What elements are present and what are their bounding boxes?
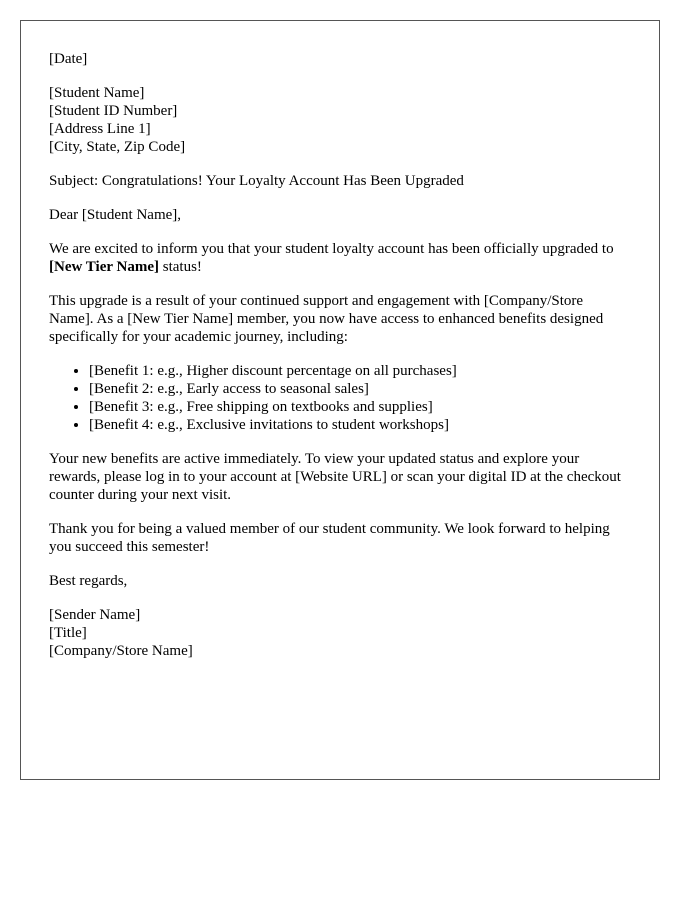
recipient-address-block [49,84,631,156]
recipient-address-line-1: [Address Line 1] [49,121,151,137]
benefit-item: • [Benefit 4: e.g., Exclusive invitations to student workshops] [89,416,631,434]
benefit-item: • [Benefit 3: e.g., Free shipping on textbooks and supplies] [89,398,631,416]
benefits-list [49,362,631,434]
recipient-name: [Student Name] [49,85,145,101]
paragraph-upgrade-notice-end: status! [158,259,202,275]
recipient-city-state-zip: [City, State, Zip Code] [49,139,186,155]
sender-name: [Sender Name] [49,607,141,623]
letter-salutation: Dear [Student Name], [49,207,182,223]
sender-company: [Company/Store Name] [49,643,193,659]
benefit-item: • [Benefit 2: e.g., Early access to seasonal sales] [89,380,631,398]
benefit-item: • [Benefit 1: e.g., Higher discount percentage on all purchases] [89,362,631,380]
paragraph-upgrade-notice [49,240,631,276]
letter-date: [Date] [49,51,88,67]
new-tier-name: [New Tier Name] [49,259,159,275]
paragraph-upgrade-notice-text: We are excited to inform you that your student loyalty account has been officially upgraded to [49,241,614,257]
letter-page [20,20,660,780]
paragraph-upgrade-details: This upgrade is a result of your continued support and engagement with [Company/Store Name]. As a [New Tier Name] member, you now have access to enhanced benefits designed specifically for your academic journey, including: [49,293,604,345]
letter-closing: Best regards, [49,573,128,589]
recipient-id: [Student ID Number] [49,103,178,119]
sender-title: [Title] [49,625,87,641]
sender-signature-block [49,606,631,660]
paragraph-thanks: Thank you for being a valued member of our student community. We look forward to helping you succeed this semester! [49,521,610,555]
paragraph-activation: Your new benefits are active immediately. To view your updated status and explore your rewards, please log in to your account at [Website URL] or scan your digital ID at the checkout counter during your next visit. [49,451,621,503]
letter-subject: Subject: Congratulations! Your Loyalty Account Has Been Upgraded [49,173,464,189]
